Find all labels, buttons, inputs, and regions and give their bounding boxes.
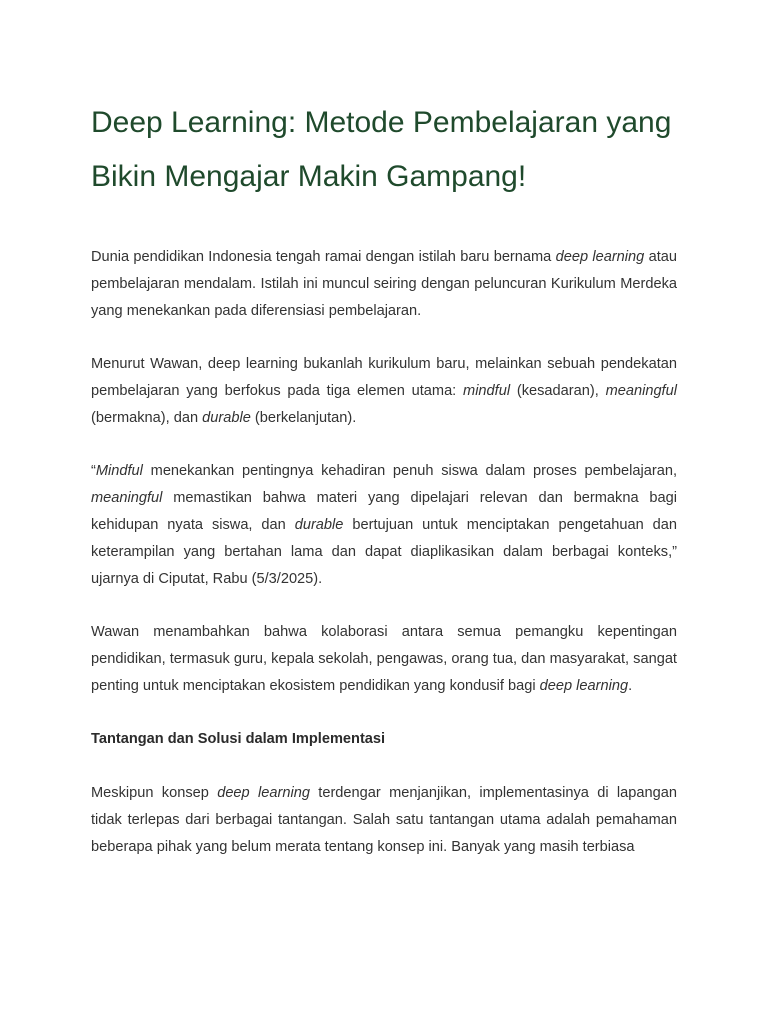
text-run: Menurut Wawan, deep learning bukanlah kurikulum baru, melainkan sebuah pendekatan pembelajaran yang berfokus pada tiga elemen utama: <box>91 356 677 399</box>
article-title: Deep Learning: Metode Pembelajaran yang Bikin Mengajar Makin Gampang! <box>91 106 672 193</box>
section-subheading: Tantangan dan Solusi dalam Implementasi <box>91 731 386 748</box>
paragraph-challenges <box>91 780 677 860</box>
text-run: Meskipun konsep <box>91 784 218 801</box>
text-run: terdengar menjanjikan, implementasinya di lapangan tidak terlepas dari berbagai tantangan. Salah satu tantangan utama adalah pemahaman beberapa pihak yang belum merata tentang konsep ini. Banyak yang masih terbiasa <box>91 784 677 855</box>
text-run: atau pembelajaran mendalam. Istilah ini muncul seiring dengan peluncuran Kurikulum Merdeka yang menekankan pada diferensiasi pembelajaran. <box>91 249 677 319</box>
italic-term: meaningful <box>605 382 677 399</box>
text-run: “ <box>91 463 96 480</box>
italic-term: durable <box>202 409 251 426</box>
paragraph-intro <box>91 244 677 324</box>
italic-term: durable <box>294 516 344 533</box>
paragraph-quote <box>91 458 677 592</box>
italic-term: deep learning <box>555 249 645 265</box>
italic-term: mindful <box>463 382 511 399</box>
italic-term: Mindful <box>95 463 143 480</box>
paragraph-collaboration <box>91 619 677 699</box>
text-run: . <box>628 677 633 694</box>
document-page <box>91 96 677 860</box>
italic-term: meaningful <box>91 490 163 507</box>
text-run: (berkelanjutan). <box>250 409 357 426</box>
text-run: (kesadaran), <box>510 382 606 399</box>
text-run: memastikan bahwa materi yang dipelajari relevan dan bermakna bagi kehidupan nyata siswa, dan <box>91 490 677 533</box>
paragraph-elements <box>91 351 677 431</box>
text-run: Wawan menambahkan bahwa kolaborasi antara semua pemangku kepentingan pendidikan, termasuk guru, kepala sekolah, pengawas, orang tua, dan masyarakat, sangat penting untuk menciptakan ekosistem pendidikan yang kondusif bagi <box>91 624 677 694</box>
italic-term: deep learning <box>539 677 629 694</box>
text-run: Dunia pendidikan Indonesia tengah ramai dengan istilah baru bernama <box>91 249 556 265</box>
text-run: bertujuan untuk menciptakan pengetahuan dan keterampilan yang bertahan lama dan dapat diaplikasikan dalam berbagai konteks,” ujarnya di Ciputat, Rabu (5/3/2025). <box>91 516 677 587</box>
italic-term: deep learning <box>217 784 310 801</box>
text-run: menekankan pentingnya kehadiran penuh siswa dalam proses pembelajaran, <box>142 463 677 480</box>
text-run: (bermakna), dan <box>91 409 203 426</box>
